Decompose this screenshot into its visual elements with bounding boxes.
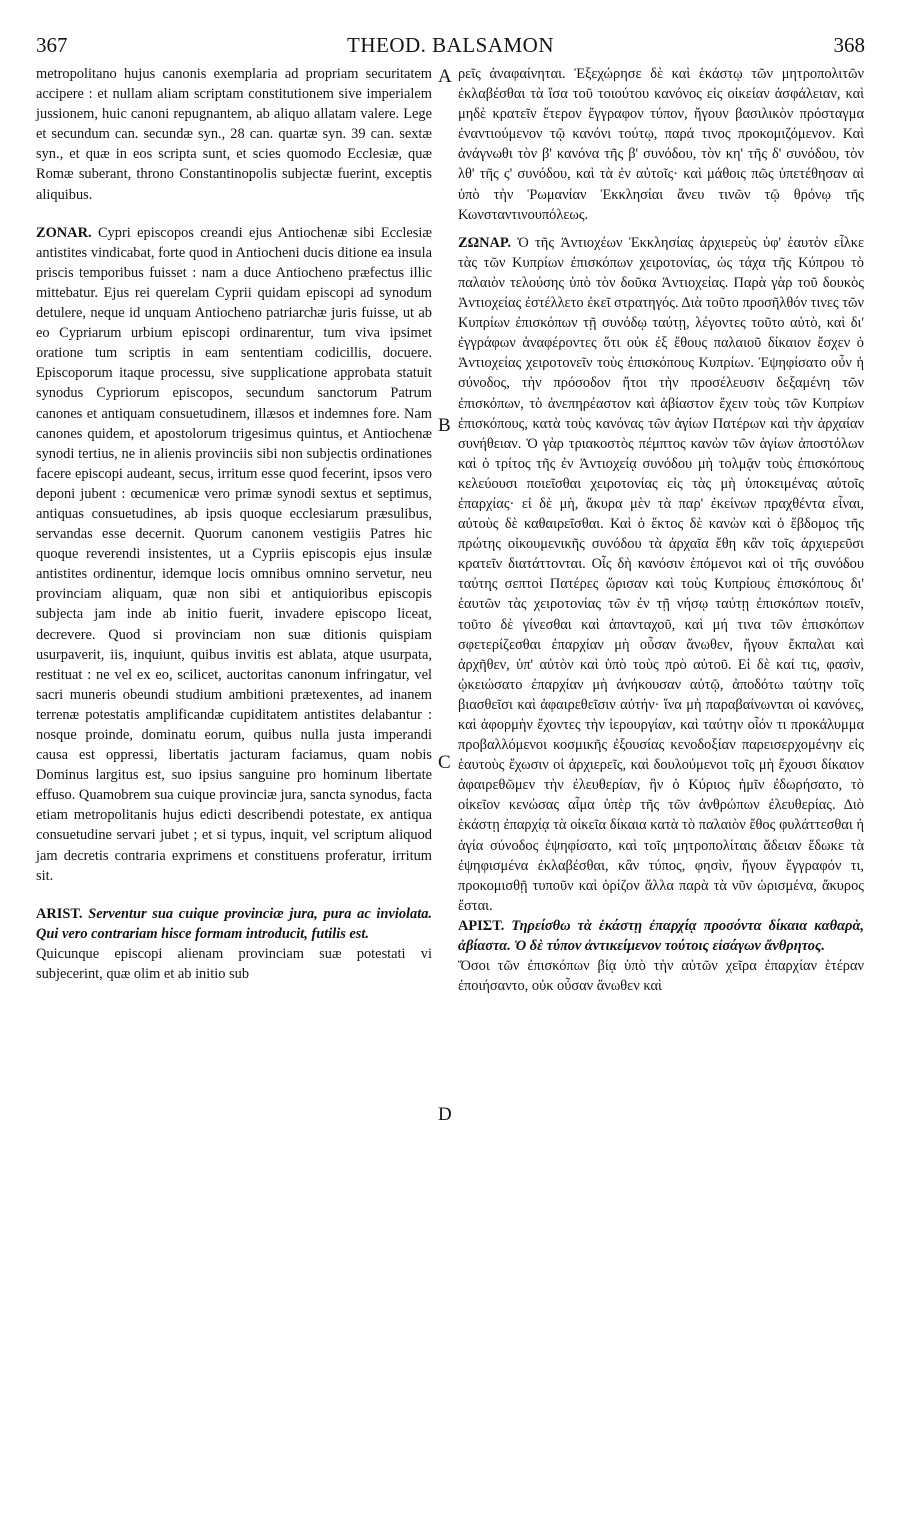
greek-zonar-paragraph [458,233,864,916]
greek-paragraph-1: ρεῖς ἀναφαίνηται. Ἐξεχώρησε δὲ καὶ ἑκάστῳ τῶν μητροπολιτῶν ἐκλαβέσθαι τὰ ἴσα τοῦ τοιούτου κανόνος εἰς οἰκείαν ἀσφάλειαν, καὶ μηδὲ κρατεῖν ἕτερον ἔγγραφον τύπον, ἤγουν βασιλικὸν πρόσταγμα ἐναντιούμενον τῷ κανόνι τούτῳ, παρά τινος προκομιζόμενον. Καὶ ἀνάγνωθι τὸν β' κανόνα τῆς β' συνόδου, τὸν κη' τῆς δ' συνόδου, τὸν λθ' τῆς ς' συνόδου, καὶ τὰ ἐν αὐτοῖς· καὶ μάθοις πῶς ὑπετέθησαν αἱ ὑπὸ τὴν Ῥωμανίαν Ἐκκλησίαι ἄνευ τινῶν τῷ θρόνῳ τῆς Κωνσταντινουπόλεως. [458,66,864,223]
margin-letter-d: D [438,1104,452,1125]
greek-arist-text: Τηρείσθω τὰ ἑκάστῃ ἐπαρχίᾳ προσόντα δίκαια καθαρὰ, ἀβίαστα. Ὁ δὲ τύπον ἀντικείμενον τούτοις εἰσάγων ἄνθρητος. [458,917,864,955]
page-number-right: 368 [833,33,865,57]
running-title: THEOD. BALSAMON [347,33,554,57]
latin-arist-paragraph [36,904,432,944]
greek-arist-paragraph [458,916,864,956]
margin-letter-b: B [438,415,451,436]
margin-letter-c: C [438,752,451,773]
latin-paragraph-4: Quicunque episcopi alienam provinciam suæ potestati vi subjecerint, quæ olim et ab initio sub [36,945,432,983]
page-number-left: 367 [36,33,68,57]
margin-letter-a: A [438,66,452,87]
latin-arist-label: ARIST. [36,905,83,922]
greek-zonar-label: ΖΩΝΑΡ. [458,234,511,251]
latin-arist-text: Serventur sua cuique provinciæ jura, pura ac inviolata. Qui vero contrariam hisce formam introducit, futilis est. [36,905,432,942]
greek-arist-label: ΑΡΙΣΤ. [458,917,505,934]
latin-column [36,64,432,984]
latin-zonar-label: ZONAR. [36,224,92,241]
latin-paragraph-1: metropolitano hujus canonis exemplaria ad propriam securitatem accipere : et nullam aliam scriptam constitutionem sive imperialem jussionem, huic canoni repugnantem, ab aliquo allatam valere. Lege et secundum can. secundæ syn., 28 can. quartæ syn. 39 can. sextæ syn., et quæ in eos scripta sunt, et scies quomodo Ecclesiæ, quæ Romæ suberant, throno Constantinopolis subjectæ fuerint, exceptis aliquibus. [36,66,432,203]
latin-zonar-paragraph [36,223,432,886]
latin-zonar-text: Cypri episcopos creandi ejus Antiochenæ sibi Ecclesiæ antistites vindicabat, forte quod in Antiocheni ducis ditione ea insula priscis temporibus fuisset : nam a duce Antiocheno præfectus illic mittebatur. Ejus rei querelam Cyprii quidam episcopi ad synodum detulere, neque id unquam Antiocheno patriarchæ juris fuisse, ut ab eo Cypriarum urbium episcopi ordinarentur, tum viva ipsimet oratione tum scriptis in eam sententiam codicillis, docuere. Episcoporum itaque processu, sive supplicatione approbata statuit synodus Cypriorum episcopos, secundum sanctorum Patrum canones et antiquam consuetudinem, illæsos et indemnes fore. Nam canones quidem, et apostolorum trigesimus quintus, et Antiochenæ synodi tertius, ne in alienis provinciis sibi non subjectis ordinationes facere episcopi audeant, secus, irritum esse quod fecerint, ipsos vero deponi jubent : œcumenicæ vero primæ synodi sextus et septimus, antiquas consuetudines, ab ipsis quoque ecclesiarum præsulibus, servandas esse decernit. Quorum canonem vestigiis Patres hic quoque reverendi insistentes, ut a Cypriis episcopis ejus insulæ antistites ordinentur, idemque locis omnibus omnino servetur, neu provinciam aliquam, quæ non sibi et antiquioribus episcopis subjecta jam inde ab initio fuerit, invadere episcopo liceat, decrevere. Quod si provinciam non suæ ditionis quispiam usurpaverit, iis, inquiunt, quibus invitis est ablata, atque usurpata, restituat : ne vel ex eo, scilicet, auctoritas canonum infringatur, vel sacri muneris obeundi studium ambitioni prætexentes, ad inanem terrenæ potestatis amplificandæ cupiditatem antistites delabantur : nosque proinde, dominatu eorum, quibus nulla justa imperandi causa est oppressi, libertatis jacturam faciamus, quam nobis Dominus largitus est, suo ipsius sanguine pro hominum libertate effuso. Quamobrem sua cuique provinciæ jura, sancta synodus, facta etiam metropolitanis hujus edicti describendi potestate, ex antiqua consuetudine servari jubet ; et si typus, inquit, vel scriptum aliquod jam decretis contraria exprimens et constituens proferatur, irritum sit. [36,224,432,884]
greek-paragraph-4: Ὅσοι τῶν ἐπισκόπων βίᾳ ὑπὸ τὴν αὐτῶν χεῖρα ἐπαρχίαν ἑτέραν ἐποιήσαντο, οὐκ οὖσαν ἄνωθεν καὶ [458,958,864,995]
greek-zonar-text: Ὁ τῆς Ἀντιοχέων Ἐκκλησίας ἀρχιερεὺς ὑφ' ἑαυτὸν εἷλκε τὰς τῶν Κυπρίων ἐπισκόπων χειροτονίας, ὡς τάχα τῆς Κύπρου τὸ παλαιὸν τελούσης ὑπὸ τὸν δοῦκα Ἀντιοχείας. Παρὰ γὰρ τοῦ δουκὸς Ἀντιοχείας ἐστέλλετο ἐκεῖ στρατηγός. Διὰ τοῦτο προσῆλθόν τινες τῶν Κυπρίων ἐπισκόπων τῇ συνόδῳ ταύτῃ, λέγοντες τοῦτο αὐτὸ, καὶ δι' ἐγγράφων ἀναφέροντες ὅτι οὐκ ἐξ ἔθους παλαιοῦ δίκαιον ἔσχεν ὁ Ἀντιοχείας χειροτονεῖν τοὺς ἐπισκόπους Κυπρίων. Ἐψηφίσατο οὖν ἡ σύνοδος, τὴν πρόσοδον ἤτοι τὴν προσέλευσιν δεξαμένη τῶν ἐπισκόπων, τὸ ἀνεπηρέαστον καὶ ἀβίαστον ἔχειν τοὺς τῶν Κυπρίων ἐπισκόπους, κατὰ τοὺς κανόνας τῶν ἁγίων Πατέρων καὶ τὴν ἀρχαίαν συνήθειαν. Ὁ γὰρ τριακοστὸς πέμπτος κανὼν τῶν ἁγίων ἀποστόλων καὶ ὁ τρίτος τῆς ἐν Ἀντιοχείᾳ συνόδου μὴ τολμᾷν τοὺς ἐπισκόπους κελεύουσι ποιεῖσθαι χειροτονίας εἰς τὰς μὴ ὑποκειμένας αὐτοῖς ἐπαρχίας· εἰ δὲ μὴ, ἄκυρα μὲν τὰ παρ' ἐκείνων πραχθέντα εἶναι, αὐτοὺς δὲ καθαιρεῖσθαι. Καὶ ὁ ἕκτος δὲ κανὼν καὶ ὁ ἕβδομος τῆς πρώτης οἰκουμενικῆς συνόδου τὰ ἀρχαῖα ἔθη κἂν τοῖς ἀρχιερεῦσι κρατεῖν διατάττονται. Οἷς δὴ κανόσιν ἑπόμενοι καὶ οἱ τῆς συνόδου ταύτης σεπτοὶ Πατέρες ὥρισαν καὶ τοὺς Κυπρίους ἐπισκόπους δι' ἑαυτῶν τὰς χειροτονίας τῶν ἐν τῇ νήσῳ ταύτῃ ἐπισκόπων ποιεῖν, τοῦτο δὲ γίνεσθαι καὶ ἁπανταχοῦ, καὶ μή τινα τῶν ἐπισκόπων σφετερίζεσθαι ἐπαρχίαν μὴ οὖσαν ἄνωθεν, ἤγουν ἔκπαλαι καὶ ἀρχῆθεν, ὑπ' αὐτὸν καὶ ὑπὸ τοὺς πρὸ αὐτοῦ. Εἰ δὲ καί τις, φασὶν, ᾠκειώσατο ἐπαρχίαν μὴ ἀνήκουσαν αὐτῷ, ἀποδότω ταύτην τοῖς βιασθεῖσι καὶ ἀφαιρεθεῖσιν αὐτήν· ἵνα μὴ παραβαίνωνται οἱ κανόνες, καὶ ἀφορμὴν ἔχοντες τὴν ἱερουργίαν, καὶ ταύτην οἷόν τι προκάλυμμα προβαλλόμενοι κοσμικῆς ἐξουσίας κενοδοξίαν παρεισερχομένην εἰς ἑαυτοὺς ἔχωσιν οἱ ἀρχιερεῖς, καὶ δουλούμενοι τοῖς μὴ ἔχουσι δίκαιον ἀφαιρεθῶμεν τὴν ἐλευθερίαν, ἣν ὁ Κύριος ἡμῖν ἐδωρήσατο, τὸ οἰκεῖον κενώσας αἷμα ὑπὲρ τῆς τῶν ἀνθρώπων ἐλευθερίας. Διὸ ἑκάστῃ ἐπαρχίᾳ τὰ οἰκεῖα δίκαια κατὰ τὸ παλαιὸν ἔθος φυλάττεσθαι ἡ ἁγία σύνοδος ἐψηφίσατο, καὶ τοῖς μητροπολίταις ἄδειαν ἔδωκε τὰ ἐψηφισμένα ἐκλαβέσθαι, κἂν τύπος, φησὶν, ἤγουν ἔγγραφόν τι, προκομισθῇ τυποῦν καὶ ὁρίζον ἄλλα παρὰ τὰ νῦν ὡρισμένα, ἄκυρος ἔσται. [458,234,864,914]
greek-column [458,64,864,996]
running-header [36,30,865,60]
